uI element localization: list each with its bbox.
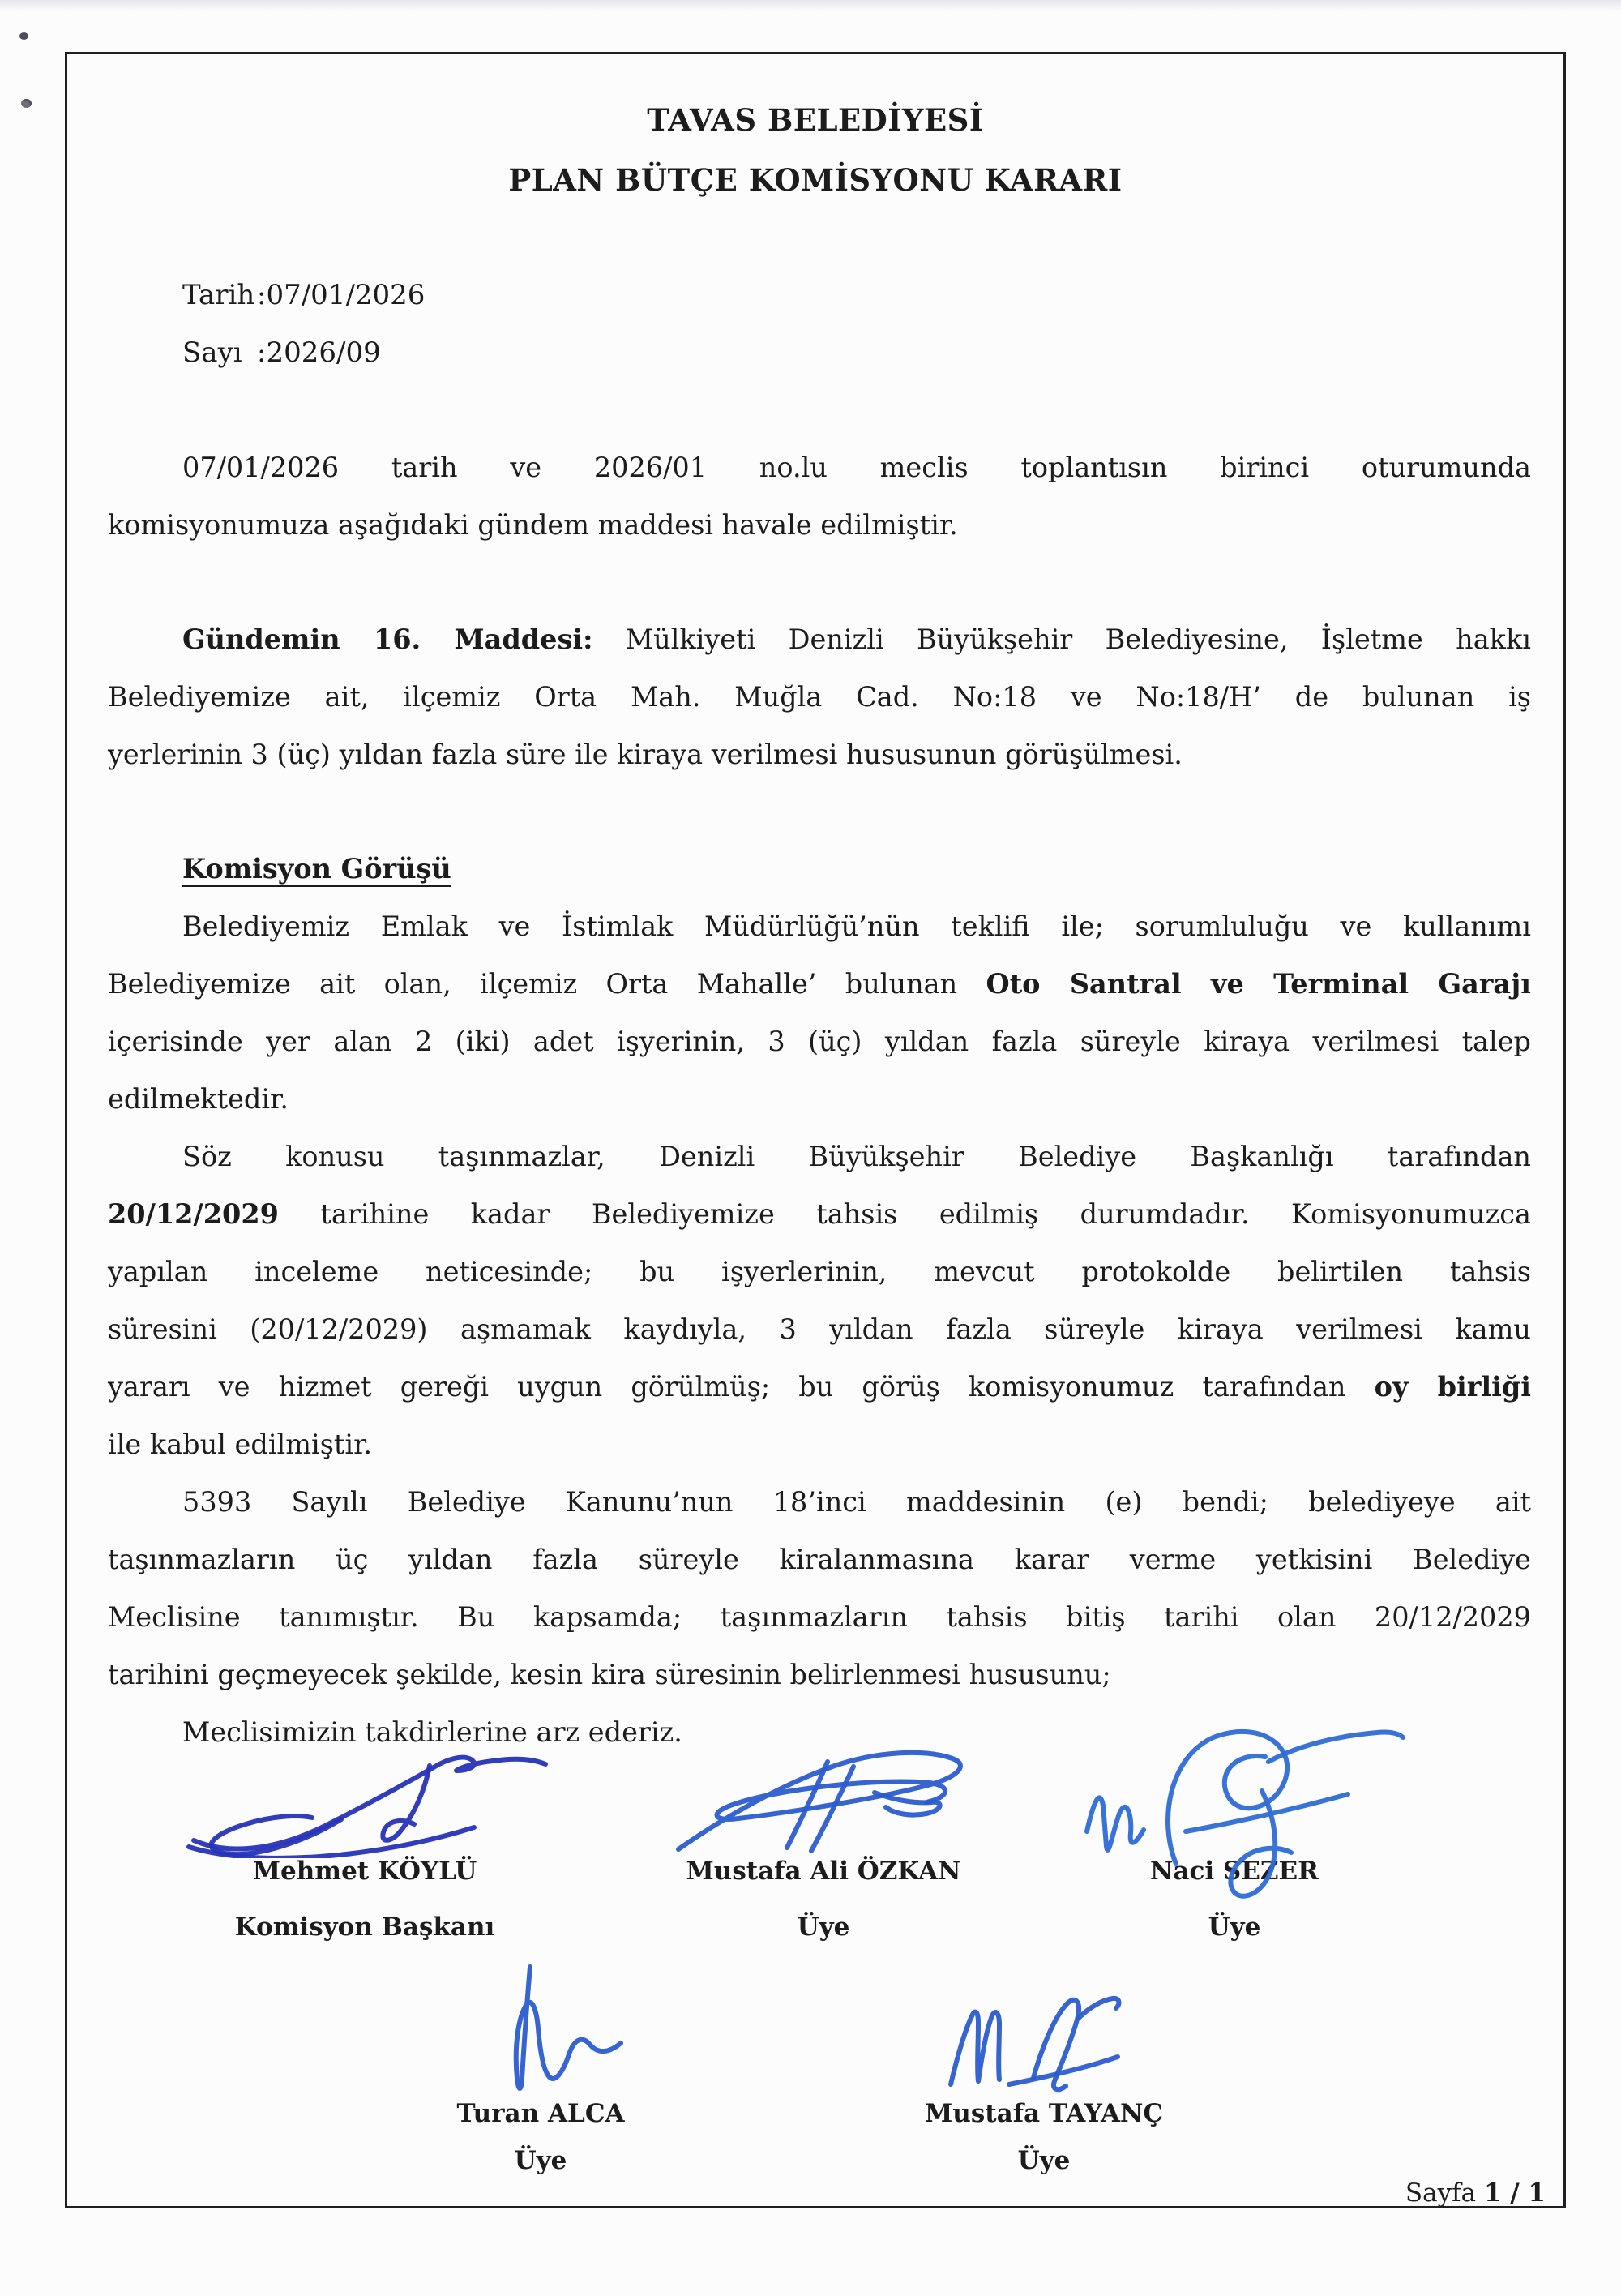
text-segment: Belediyemize ait olan, ilçemiz Orta Mahalle’ bulunan [108,968,986,1000]
text-segment: Meclisine tanımıştır. Bu kapsamda; taşınmazların tahsis bitiş tarihi olan 20/12/2029 [108,1601,1531,1633]
text-segment: süresini (20/12/2029) aşmamak kaydıyla, 3 yıldan fazla süreyle kiraya verilmesi kamu [108,1313,1531,1345]
scanner-edge-band [0,0,1621,11]
text-segment: yararı ve hizmet gereği uygun görülmüş; bu görüş komisyonumuz tarafından [108,1371,1375,1403]
signature-name: Mustafa TAYANÇ [924,2099,1163,2128]
document-subtitle: PLAN BÜTÇE KOMİSYONU KARARI [508,162,1123,198]
text-segment: Belediyemiz Emlak ve İstimlak Müdürlüğü’nün teklifi ile; sorumluluğu ve kullanımı [182,910,1531,942]
signature-name: Turan ALCA [456,2099,625,2128]
signature-block [395,1960,686,2204]
text-segment: Mülkiyeti Denizli Büyükşehir Belediyesine, İşletme hakkı [592,623,1531,655]
handwritten-signature [943,1990,1145,2096]
signature-name: Mustafa Ali ÖZKAN [686,1857,961,1886]
text-segment: yapılan inceleme neticesinde; bu işyerlerinin, mevcut protokolde belirtilen tahsis [108,1256,1531,1287]
date-value: :07/01/2026 [257,279,426,311]
signature-role: Üye [1208,1913,1261,1942]
signature-name: Naci SEZER [1150,1857,1319,1886]
handwritten-signature [472,1964,634,2095]
signature-role: Üye [514,2146,567,2175]
text-segment: komisyonumuza aşağıdaki gündem maddesi havale edilmiştir. [108,509,958,541]
signature-block [637,1754,1010,1981]
document-title: TAVAS BELEDİYESİ [647,102,984,138]
text-segment: 07/01/2026 tarih ve 2026/01 no.lu meclis toplantısın birinci oturumunda [182,452,1531,483]
date-label: Tarih [182,279,255,311]
text-segment: ile kabul edilmiştir. [108,1429,373,1460]
signature-name: Mehmet KÖYLÜ [252,1857,477,1886]
text-segment: 5393 Sayılı Belediye Kanunu’nun 18’inci maddesinin (e) bendi; belediyeye ait [182,1486,1531,1518]
signature-role: Üye [797,1913,850,1942]
handwritten-signature [182,1750,563,1858]
text-segment: Söz konusu taşınmazlar, Denizli Büyükşehir Belediye Başkanlığı tarafından [182,1141,1531,1172]
page-number-text: 1 / 1 [1483,2178,1546,2208]
text-segment: yerlerinin 3 (üç) yıldan fazla süre ile kiraya verilmesi hususunun görüşülmesi. [108,739,1183,770]
signature-block [162,1750,567,1977]
text-segment: edilmektedir. [108,1083,289,1115]
emphasis-text: Gündemin 16. Maddesi: [182,623,593,655]
text-segment: tarihini geçmeyecek şekilde, kesin kira süresinin belirlenmesi hususunu; [108,1659,1111,1690]
signature-block [874,1989,1214,2208]
number-value: :2026/09 [257,336,381,369]
scan-speck [19,32,28,40]
text-segment: içerisinde yer alan 2 (iki) adet işyerinin, 3 (üç) yıldan fazla süreyle kiraya verilmesi talep [108,1026,1531,1057]
signature-block [1056,1718,1413,1977]
signature-section [67,54,1563,2206]
page-number-text: Sayfa [1405,2178,1484,2208]
section-heading-text: Komisyon Görüşü [182,853,451,885]
handwritten-signature [1080,1718,1405,1906]
signature-role: Üye [1017,2146,1071,2175]
scan-speck [21,99,32,108]
handwritten-signature [674,1750,982,1854]
emphasis-text: 20/12/2029 [108,1198,279,1230]
emphasis-text: Oto Santral ve Terminal Garajı [986,968,1531,1000]
page-number [1405,2178,1546,2208]
text-segment: tarihine kadar Belediyemize tahsis edilmiş durumdadır. Komisyonumuzca [278,1198,1531,1230]
page-border-frame [65,52,1566,2208]
number-label: Sayı [182,336,242,369]
text-segment: Meclisimizin takdirlerine arz ederiz. [182,1716,682,1748]
emphasis-text: oy birliği [1374,1371,1531,1403]
signature-role: Komisyon Başkanı [234,1913,495,1942]
text-segment: taşınmazların üç yıldan fazla süreyle kiralanmasına karar verme yetkisini Belediye [108,1544,1531,1575]
text-segment: Belediyemize ait, ilçemiz Orta Mah. Muğla Cad. No:18 ve No:18/H’ de bulunan iş [108,681,1531,713]
